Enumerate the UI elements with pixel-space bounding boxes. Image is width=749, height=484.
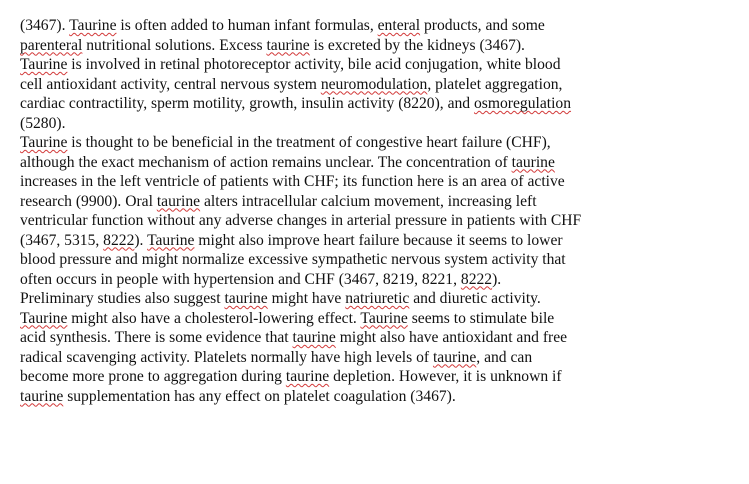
- text-run: might also improve heart failure because it seems to lower: [194, 231, 563, 249]
- text-line: [20, 172, 742, 192]
- text-run: might also have antioxidant and free: [335, 329, 568, 346]
- text-run: depletion. However, it is unknown if: [329, 368, 562, 385]
- misspelled-word: osmoregulation: [474, 95, 572, 112]
- misspelled-word: taurine: [432, 348, 477, 366]
- text-line: [20, 153, 742, 173]
- text-run: nutritional solutions. Excess: [82, 36, 267, 54]
- text-run: acid synthesis. There is some evidence that: [20, 329, 293, 346]
- text-run: research (9900). Oral: [20, 192, 157, 210]
- text-line: [20, 309, 742, 329]
- text-line: [20, 94, 742, 114]
- text-line: [20, 250, 742, 270]
- text-run: radical scavenging activity. Platelets normally have high levels of: [20, 348, 433, 366]
- text-run: alters intracellular calcium movement, increasing left: [200, 192, 537, 210]
- text-run: Preliminary studies also suggest: [20, 290, 225, 307]
- text-run: might have: [267, 290, 346, 307]
- text-line: [20, 75, 742, 95]
- misspelled-word: 8222: [103, 231, 135, 249]
- text-line: [20, 348, 742, 368]
- text-run: ventricular function without any adverse changes in arterial pressure in patients with CHF: [20, 212, 582, 229]
- text-run: and diuretic activity.: [409, 290, 541, 307]
- misspelled-word: Taurine: [69, 17, 117, 34]
- text-run: seems to stimulate bile: [407, 309, 555, 327]
- text-line: [20, 114, 742, 134]
- text-run: supplementation has any effect on platelet coagulation (3467).: [63, 387, 456, 405]
- text-run: increases in the left ventricle of patients with CHF; its function here is an area of active: [20, 173, 565, 190]
- text-line: [20, 211, 742, 231]
- text-run: ).: [492, 270, 502, 288]
- text-line: [20, 231, 742, 251]
- text-run: blood pressure and might normalize excessive sympathetic nervous system activity that: [20, 251, 566, 268]
- text-line: [20, 133, 742, 153]
- text-line: [20, 289, 742, 309]
- text-run: although the exact mechanism of action remains unclear. The concentration of: [20, 153, 512, 171]
- misspelled-word: Taurine: [20, 56, 68, 73]
- text-run: (3467, 5315,: [20, 231, 104, 249]
- misspelled-word: Taurine: [20, 134, 68, 151]
- misspelled-word: taurine: [511, 153, 555, 171]
- text-run: (5280).: [20, 114, 66, 132]
- text-line: [20, 192, 742, 212]
- text-run: (3467).: [20, 17, 70, 34]
- misspelled-word: Taurine: [360, 309, 408, 327]
- misspelled-word: taurine: [266, 36, 310, 54]
- misspelled-word: natriuretic: [345, 290, 410, 307]
- text-line: [20, 55, 742, 75]
- text-line: [20, 36, 742, 56]
- misspelled-word: neuromodulation: [320, 75, 428, 93]
- misspelled-word: taurine: [224, 290, 268, 307]
- text-run: might also have a cholesterol-lowering effect.: [67, 309, 361, 327]
- misspelled-word: enteral: [377, 17, 421, 34]
- document-body[interactable]: [20, 16, 742, 406]
- text-run: cardiac contractility, sperm motility, growth, insulin activity (8220), and: [20, 95, 474, 112]
- misspelled-word: parenteral: [20, 36, 83, 54]
- text-line: [20, 387, 742, 407]
- text-run: , and can: [476, 348, 533, 366]
- text-run: become more prone to aggregation during: [20, 368, 286, 385]
- text-run: cell antioxidant activity, central nervous system: [20, 75, 321, 93]
- misspelled-word: taurine: [20, 387, 64, 405]
- text-run: is involved in retinal photoreceptor activity, bile acid conjugation, white blood: [67, 56, 561, 73]
- text-run: products, and some: [420, 17, 545, 34]
- text-run: often occurs in people with hypertension and CHF (3467, 8219, 8221,: [20, 270, 461, 288]
- text-line: [20, 367, 742, 387]
- text-line: [20, 270, 742, 290]
- text-run: is often added to human infant formulas,: [116, 17, 378, 34]
- text-line: [20, 328, 742, 348]
- text-run: is thought to be beneficial in the treatment of congestive heart failure (CHF),: [67, 134, 551, 151]
- misspelled-word: taurine: [285, 368, 330, 385]
- misspelled-word: taurine: [292, 329, 336, 346]
- text-run: ).: [134, 231, 148, 249]
- misspelled-word: 8222: [460, 270, 493, 288]
- misspelled-word: taurine: [156, 192, 201, 210]
- text-run: , platelet aggregation,: [427, 75, 563, 93]
- misspelled-word: Taurine: [147, 231, 195, 249]
- misspelled-word: Taurine: [20, 309, 68, 327]
- text-run: is excreted by the kidneys (3467).: [309, 36, 525, 54]
- text-line: [20, 16, 742, 36]
